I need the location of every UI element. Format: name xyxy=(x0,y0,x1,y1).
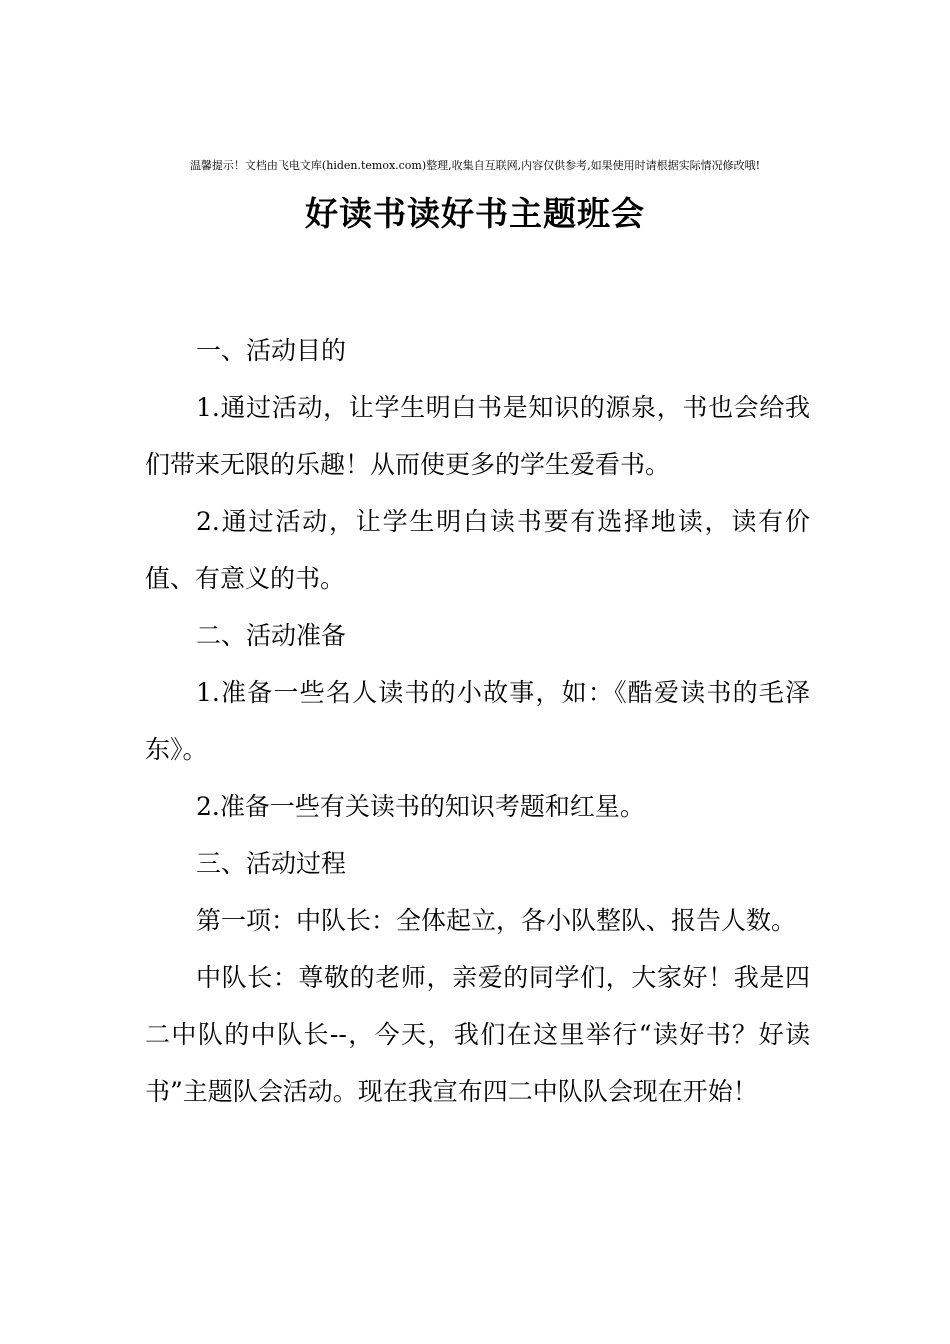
document-body xyxy=(145,322,810,1120)
paragraph: 1.通过活动，让学生明白书是知识的源泉，书也会给我们带来无限的乐趣！从而使更多的学生爱看书。 xyxy=(145,393,810,479)
paragraph: 中队长：尊敬的老师，亲爱的同学们，大家好！我是四二中队的中队长--，今天，我们在这里举行“读好书？好读书”主题队会活动。现在我宣布四二中队队会现在开始！ xyxy=(145,963,810,1106)
paragraph: 2.通过活动，让学生明白读书要有选择地读，读有价值、有意义的书。 xyxy=(145,507,810,593)
section-heading-preparation: 二、活动准备 xyxy=(196,621,347,650)
document-title: 好读书读好书主题班会 xyxy=(305,194,645,233)
section-heading-objectives: 一、活动目的 xyxy=(196,336,347,365)
paragraph: 1.准备一些名人读书的小故事，如：《酷爱读书的毛泽东》。 xyxy=(145,678,810,764)
paragraph: 2.准备一些有关读书的知识考题和红星。 xyxy=(196,792,645,821)
paragraph: 第一项：中队长：全体起立，各小队整队、报告人数。 xyxy=(196,906,797,935)
section-heading-process: 三、活动过程 xyxy=(196,849,347,878)
watermark-notice: 温馨提示！文档由飞电文库(hiden.temox.com)整理,收集自互联网,内容仅供参考,如果使用时请根据实际情况修改哦! xyxy=(189,159,761,172)
